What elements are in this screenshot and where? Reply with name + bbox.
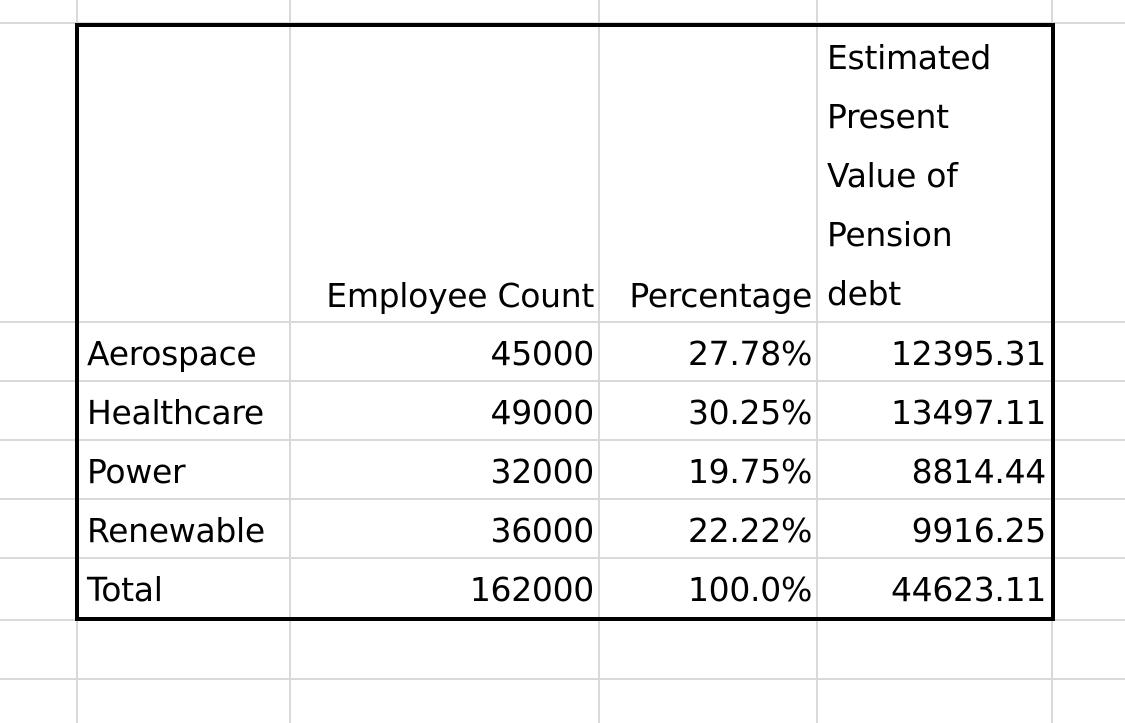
header-pension-line[interactable]: Estimated (827, 38, 992, 77)
row-label[interactable]: Healthcare (87, 393, 264, 432)
percentage-cell[interactable]: 27.78% (687, 334, 812, 373)
pension-cell[interactable]: 8814.44 (911, 452, 1046, 491)
grid-row-line (0, 678, 1125, 680)
percentage-cell[interactable]: 19.75% (687, 452, 812, 491)
pension-cell[interactable]: 44623.11 (890, 570, 1046, 609)
employee-count-cell[interactable]: 32000 (490, 452, 594, 491)
header-employee-count[interactable]: Employee Count (326, 276, 594, 315)
percentage-cell[interactable]: 30.25% (687, 393, 812, 432)
row-label[interactable]: Power (87, 452, 186, 491)
header-percentage[interactable]: Percentage (629, 276, 812, 315)
percentage-cell[interactable]: 22.22% (687, 511, 812, 550)
header-pension-line[interactable]: Present (827, 97, 949, 136)
employee-count-cell[interactable]: 36000 (490, 511, 594, 550)
row-label[interactable]: Total (87, 570, 163, 609)
pension-cell[interactable]: 9916.25 (911, 511, 1046, 550)
employee-count-cell[interactable]: 45000 (490, 334, 594, 373)
header-pension-line[interactable]: debt (827, 274, 901, 313)
row-label[interactable]: Aerospace (87, 334, 257, 373)
header-pension-line[interactable]: Value of (827, 156, 958, 195)
row-label[interactable]: Renewable (87, 511, 265, 550)
header-pension-line[interactable]: Pension (827, 215, 953, 254)
employee-count-cell[interactable]: 162000 (469, 570, 594, 609)
percentage-cell[interactable]: 100.0% (687, 570, 812, 609)
employee-count-cell[interactable]: 49000 (490, 393, 594, 432)
pension-cell[interactable]: 13497.11 (890, 393, 1046, 432)
pension-cell[interactable]: 12395.31 (890, 334, 1046, 373)
